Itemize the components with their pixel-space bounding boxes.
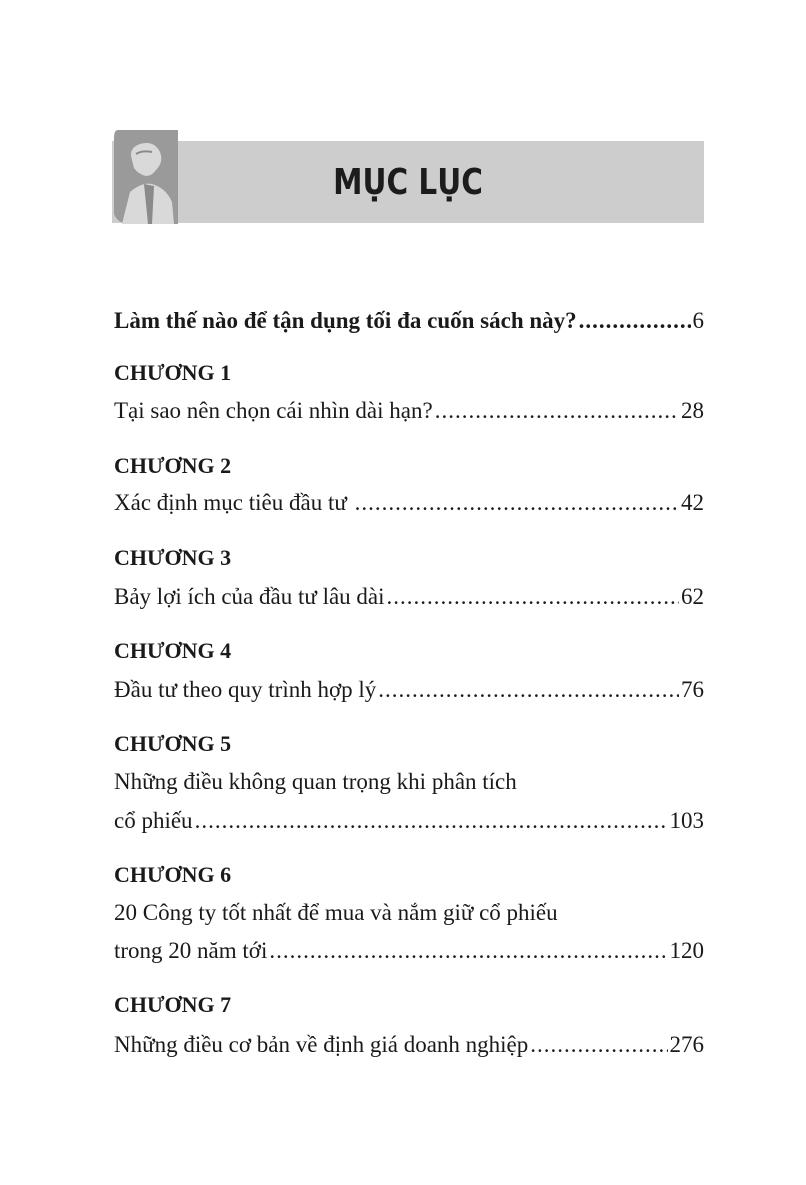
toc-entry-page: 6 <box>692 308 704 333</box>
toc-entry-chapter-1[interactable] <box>114 396 704 426</box>
toc-entry-title: trong 20 năm tới <box>114 938 268 963</box>
dot-leader <box>579 306 691 336</box>
dot-leader <box>387 582 679 612</box>
toc-entry-chapter-3[interactable] <box>114 582 704 612</box>
toc-entry-title-line1: Những điều không quan trọng khi phân tích <box>114 769 517 794</box>
toc-entry-title: Tại sao nên chọn cái nhìn dài hạn? <box>114 398 433 423</box>
toc-entry-title: Xác định mục tiêu đầu tư <box>114 490 353 515</box>
toc-entry-title-line1: 20 Công ty tốt nhất để mua và nắm giữ cổ phiếu <box>114 900 558 925</box>
toc-entry-title: Những điều cơ bản về định giá doanh nghiệp <box>114 1032 529 1057</box>
toc-entry-title: Bảy lợi ích của đầu tư lâu dài <box>114 584 385 609</box>
chapter-label: CHƯƠNG 1 <box>114 360 232 385</box>
chapter-label: CHƯƠNG 7 <box>114 992 232 1017</box>
toc-entry-page: 120 <box>669 938 704 963</box>
chapter-label: CHƯƠNG 2 <box>114 453 232 478</box>
dot-leader <box>435 396 679 426</box>
toc-entry-chapter-4[interactable] <box>114 675 704 705</box>
chapter-label: CHƯƠNG 5 <box>114 731 232 756</box>
toc-entry-title: Làm thế nào để tận dụng tối đa cuốn sách này? <box>114 308 577 333</box>
dot-leader <box>355 488 679 518</box>
toc-entry-intro[interactable] <box>114 306 704 336</box>
toc-entry-title: Đầu tư theo quy trình hợp lý <box>114 677 377 702</box>
page-title: MỤC LỤC <box>333 161 483 203</box>
toc-entry-page: 62 <box>681 584 704 609</box>
toc-entry-page: 28 <box>681 398 704 423</box>
toc-entry-chapter-2[interactable] <box>114 488 704 518</box>
chapter-label: CHƯƠNG 3 <box>114 545 232 570</box>
toc-entry-page: 103 <box>669 808 704 833</box>
toc-entry-page: 76 <box>681 677 704 702</box>
toc-entry-chapter-5[interactable] <box>114 806 704 836</box>
toc-entry-page: 42 <box>681 490 704 515</box>
dot-leader <box>195 806 668 836</box>
chapter-label: CHƯƠNG 6 <box>114 862 232 887</box>
chapter-label: CHƯƠNG 4 <box>114 638 232 663</box>
dot-leader <box>269 936 667 966</box>
toc-entry-page: 276 <box>669 1032 704 1057</box>
toc-entry-title: cổ phiếu <box>114 808 193 833</box>
dot-leader <box>530 1030 667 1060</box>
dot-leader <box>378 675 679 705</box>
toc-entry-chapter-6[interactable] <box>114 936 704 966</box>
toc-entry-chapter-7[interactable] <box>114 1030 704 1060</box>
